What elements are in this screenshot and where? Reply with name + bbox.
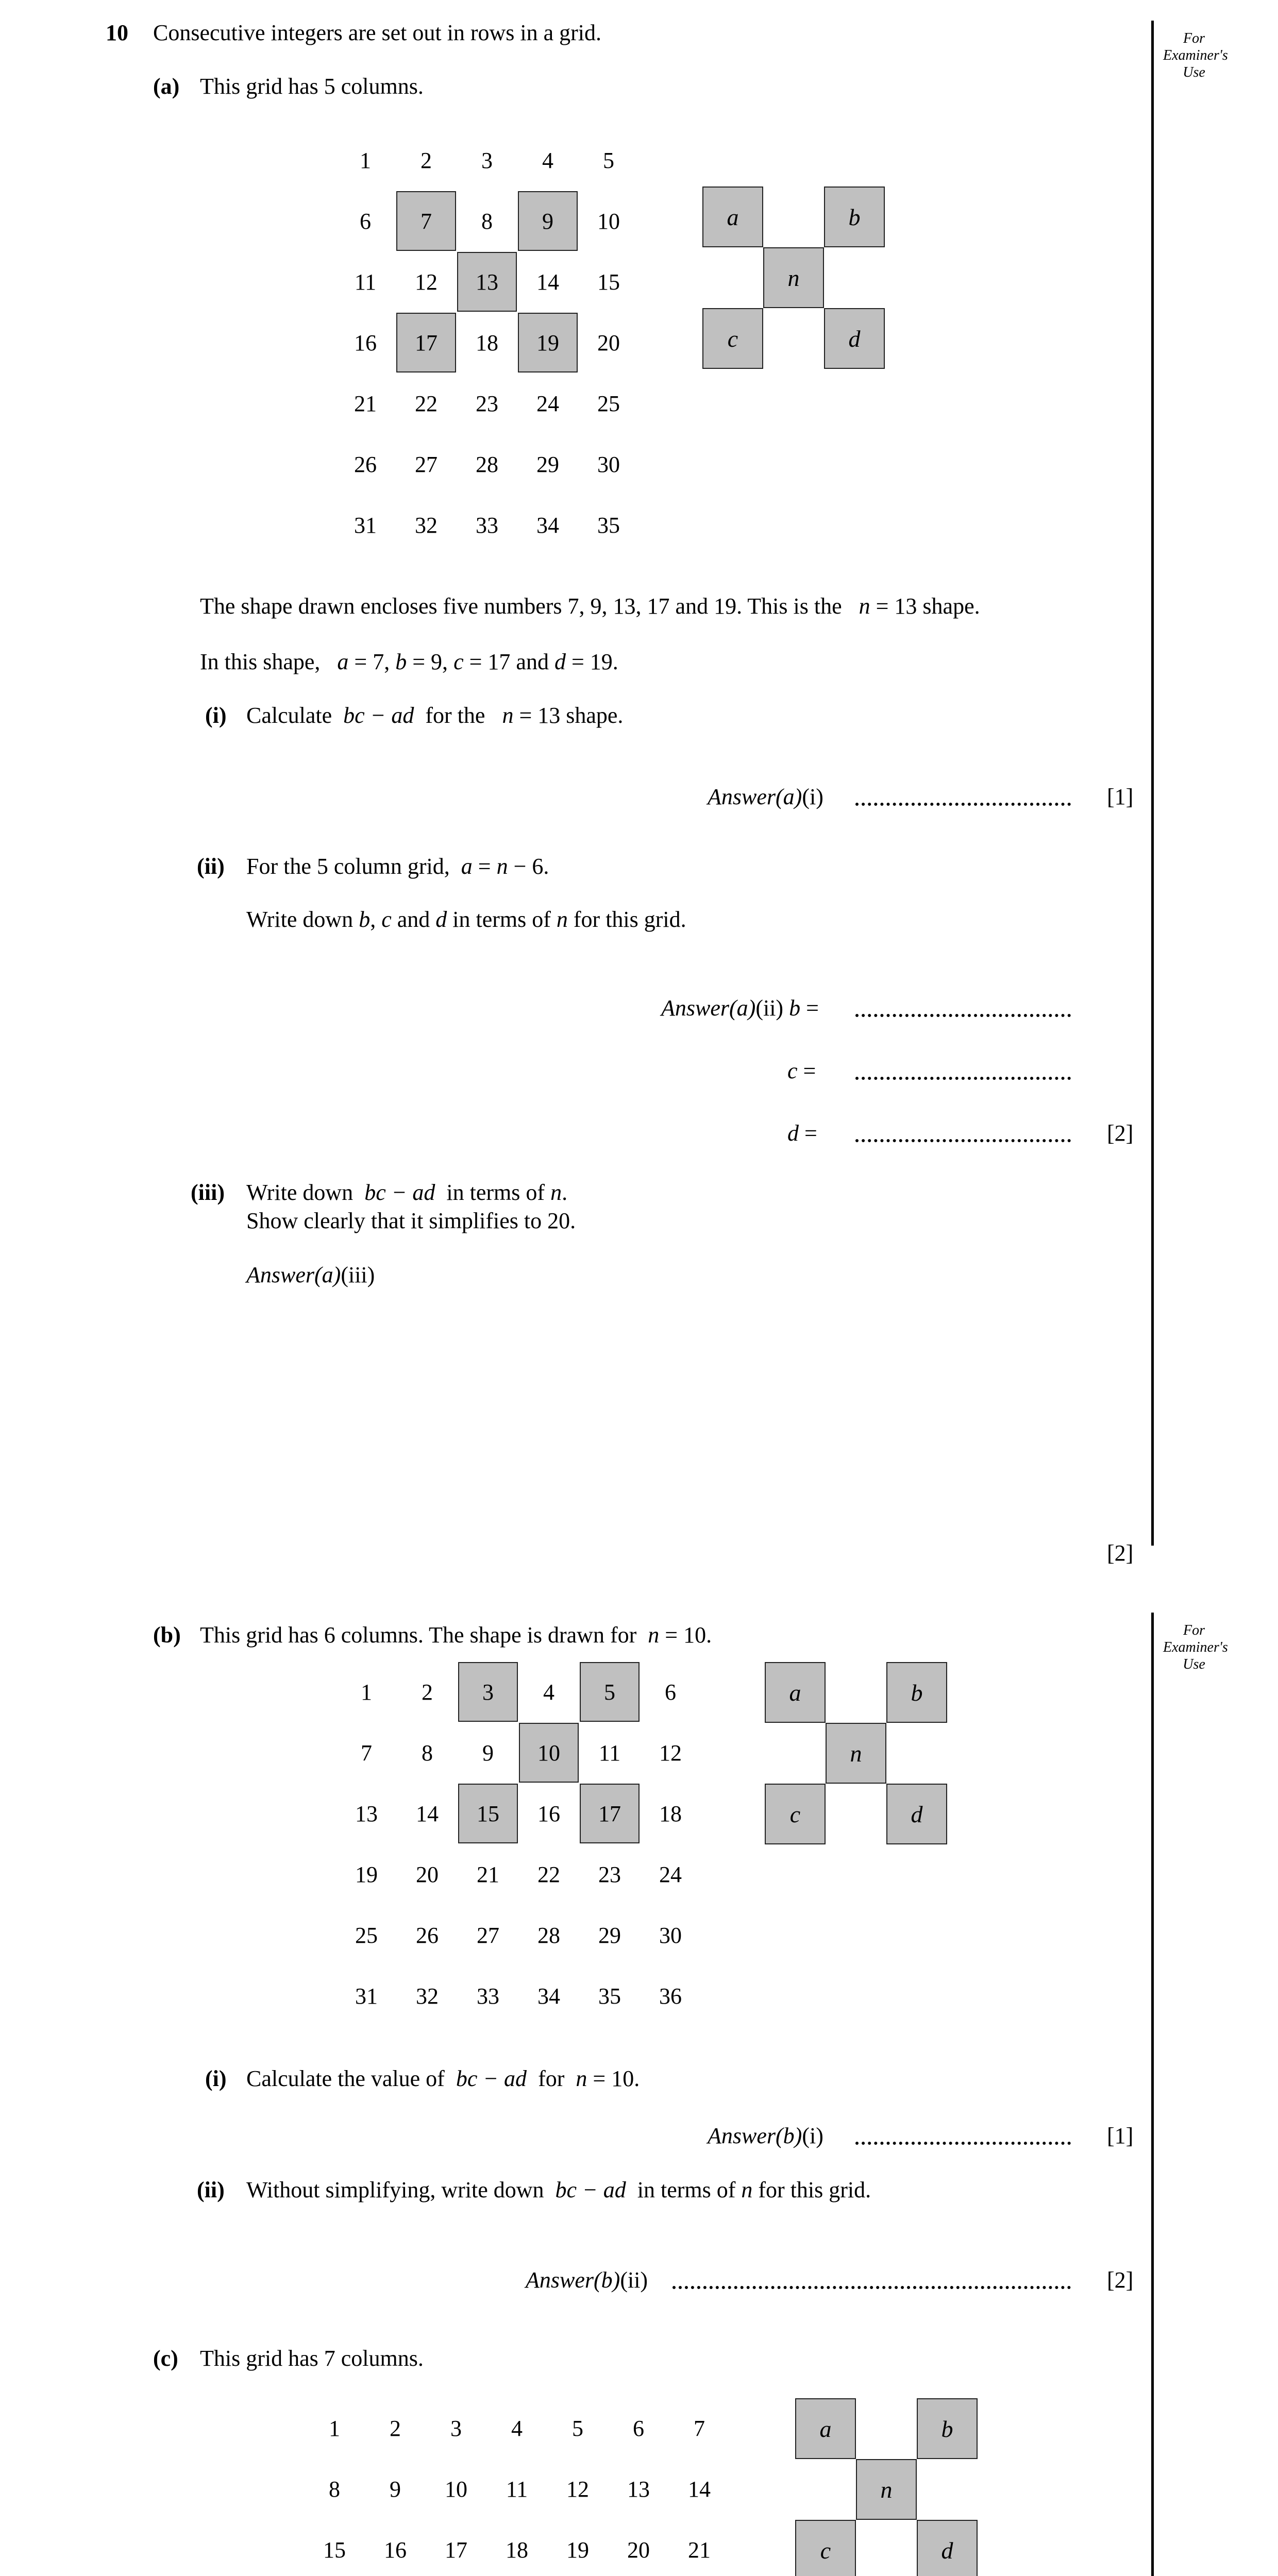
grid-cell-23: 23	[598, 1861, 621, 1887]
grid-cell-11: 11	[506, 2476, 528, 2502]
grid-cell-34: 34	[537, 1983, 560, 2009]
answer-a-ii-d-line[interactable]	[855, 1139, 1071, 1142]
shape-cell-b: b	[824, 187, 885, 247]
grid-cell-12: 12	[415, 269, 438, 295]
grid-cell-13: 13	[457, 252, 517, 312]
grid-cell-30: 30	[659, 1922, 682, 1948]
grid-cell-35: 35	[597, 512, 620, 538]
part-b-i-label: (i)	[205, 2066, 227, 2091]
shape-cell-d: d	[824, 308, 885, 369]
part-a-ii-text: For the 5 column grid, a = n − 6.	[246, 854, 549, 879]
grid-cell-14: 14	[688, 2476, 711, 2502]
grid-cell-20: 20	[416, 1861, 439, 1887]
shape-cell-c: c	[765, 1784, 826, 1844]
grid-cell-11: 11	[598, 1740, 621, 1766]
answer-a-ii-b-line[interactable]	[855, 1014, 1071, 1017]
grid-cell-9: 9	[390, 2476, 401, 2502]
grid-cell-15: 15	[458, 1784, 518, 1843]
part-a-ii-text-2: Write down b, c and d in terms of n for this grid.	[246, 907, 686, 932]
grid-cell-15: 15	[323, 2537, 346, 2563]
grid-cell-7: 7	[694, 2415, 705, 2441]
answer-a-iii-label: Answer(a)(iii)	[246, 1262, 375, 1287]
shape-cell-a: a	[702, 187, 763, 247]
grid-cell-8: 8	[422, 1740, 433, 1766]
grid-cell-4: 4	[511, 2415, 523, 2441]
grid-cell-17: 17	[580, 1784, 640, 1843]
answer-b-i-line[interactable]	[855, 2142, 1071, 2145]
grid-cell-10: 10	[445, 2476, 467, 2502]
grid-cell-6: 6	[665, 1679, 676, 1705]
shape-cell-b: b	[917, 2398, 978, 2459]
grid-cell-29: 29	[536, 451, 559, 477]
part-a-i-label: (i)	[205, 703, 227, 728]
marks-a-ii: [2]	[1107, 1121, 1134, 1146]
answer-a-ii-c-label: c =	[787, 1058, 816, 1083]
grid-cell-14: 14	[536, 269, 559, 295]
grid-cell-5: 5	[580, 1662, 640, 1722]
grid-cell-3: 3	[450, 2415, 462, 2441]
grid-cell-16: 16	[537, 1801, 560, 1826]
grid-cell-32: 32	[415, 512, 438, 538]
part-b-i-text: Calculate the value of bc − ad for n = 10.	[246, 2066, 640, 2091]
answer-a-ii-d-label: d =	[787, 1121, 817, 1146]
grid-cell-10: 10	[597, 208, 620, 234]
grid-cell-13: 13	[355, 1801, 378, 1826]
answer-b-ii-line[interactable]	[672, 2286, 1071, 2289]
grid-cell-2: 2	[390, 2415, 401, 2441]
grid-cell-6: 6	[633, 2415, 644, 2441]
grid-cell-1: 1	[329, 2415, 340, 2441]
grid-cell-15: 15	[597, 269, 620, 295]
shape-cell-n: n	[826, 1723, 886, 1784]
grid-cell-17: 17	[396, 313, 456, 372]
answer-b-i-label: Answer(b)(i)	[708, 2123, 823, 2148]
grid-cell-16: 16	[354, 330, 377, 355]
grid-cell-27: 27	[477, 1922, 499, 1948]
grid-cell-2: 2	[422, 1679, 433, 1705]
answer-a-ii-b-label: Answer(a)(ii) b =	[661, 995, 819, 1021]
grid-cell-8: 8	[329, 2476, 340, 2502]
shape-cell-c: c	[702, 308, 763, 369]
grid-cell-18: 18	[506, 2537, 528, 2563]
grid-cell-10: 10	[519, 1723, 579, 1783]
shape-cell-b: b	[886, 1662, 947, 1723]
grid-cell-35: 35	[598, 1983, 621, 2009]
grid-cell-9: 9	[518, 191, 578, 251]
grid-cell-31: 31	[354, 512, 377, 538]
part-a-iii-label: (iii)	[191, 1180, 225, 1205]
part-a-description-2: In this shape, a = 7, b = 9, c = 17 and d = 19.	[200, 649, 618, 674]
shape-cell-d: d	[917, 2520, 978, 2576]
examiner-use-box-2: For Examiner's Use	[1163, 1622, 1228, 1672]
part-b-ii-text: Without simplifying, write down bc − ad in terms of n for this grid.	[246, 2177, 871, 2202]
grid-cell-25: 25	[597, 391, 620, 416]
grid-cell-33: 33	[477, 1983, 499, 2009]
shape-cell-n: n	[763, 247, 824, 308]
grid-cell-11: 11	[354, 269, 377, 295]
grid-cell-24: 24	[536, 391, 559, 416]
grid-cell-7: 7	[361, 1740, 372, 1766]
grid-cell-4: 4	[542, 147, 553, 173]
grid-cell-30: 30	[597, 451, 620, 477]
grid-cell-14: 14	[416, 1801, 439, 1826]
part-a-description-1: The shape drawn encloses five numbers 7, 9, 13, 17 and 19. This is the n = 13 shape.	[200, 594, 980, 619]
grid-cell-19: 19	[518, 313, 578, 372]
shape-cell-n: n	[856, 2459, 917, 2520]
examiner-use-box-1: For Examiner's Use	[1163, 30, 1228, 80]
grid-cell-3: 3	[481, 147, 493, 173]
grid-cell-1: 1	[361, 1679, 372, 1705]
grid-cell-20: 20	[627, 2537, 650, 2563]
part-b-label: (b)	[153, 1622, 181, 1648]
grid-cell-3: 3	[458, 1662, 518, 1722]
grid-cell-33: 33	[476, 512, 498, 538]
part-a-iii-text: Write down bc − ad in terms of n.	[246, 1180, 568, 1205]
answer-a-i-line[interactable]	[855, 803, 1071, 806]
grid-cell-26: 26	[354, 451, 377, 477]
grid-cell-4: 4	[543, 1679, 554, 1705]
grid-cell-18: 18	[659, 1801, 682, 1826]
grid-cell-12: 12	[566, 2476, 589, 2502]
grid-cell-13: 13	[627, 2476, 650, 2502]
grid-cell-12: 12	[659, 1740, 682, 1766]
grid-cell-5: 5	[603, 147, 614, 173]
marks-b-ii: [2]	[1107, 2267, 1134, 2293]
part-c-text: This grid has 7 columns.	[200, 2346, 424, 2371]
grid-cell-28: 28	[537, 1922, 560, 1948]
grid-cell-31: 31	[355, 1983, 378, 2009]
grid-cell-23: 23	[476, 391, 498, 416]
shape-cell-c: c	[795, 2520, 856, 2576]
grid-cell-19: 19	[355, 1861, 378, 1887]
part-c-label: (c)	[153, 2346, 178, 2371]
part-b-ii-label: (ii)	[197, 2177, 225, 2202]
grid-cell-17: 17	[445, 2537, 467, 2563]
answer-b-ii-label: Answer(b)(ii)	[526, 2267, 648, 2293]
grid-cell-16: 16	[384, 2537, 407, 2563]
question-number: 10	[106, 20, 128, 45]
part-a-label: (a)	[153, 74, 180, 99]
grid-cell-2: 2	[421, 147, 432, 173]
shape-cell-a: a	[795, 2398, 856, 2459]
grid-cell-27: 27	[415, 451, 438, 477]
part-b-text: This grid has 6 columns. The shape is drawn for n = 10.	[200, 1622, 712, 1648]
grid-cell-1: 1	[360, 147, 371, 173]
grid-cell-21: 21	[477, 1861, 499, 1887]
part-a-ii-label: (ii)	[197, 854, 225, 879]
grid-cell-26: 26	[416, 1922, 439, 1948]
marks-b-i: [1]	[1107, 2123, 1134, 2148]
margin-line-2	[1151, 1613, 1154, 2576]
part-a-text: This grid has 5 columns.	[200, 74, 424, 99]
grid-cell-8: 8	[481, 208, 493, 234]
grid-cell-22: 22	[415, 391, 438, 416]
grid-cell-5: 5	[572, 2415, 583, 2441]
grid-cell-22: 22	[537, 1861, 560, 1887]
grid-cell-32: 32	[416, 1983, 439, 2009]
answer-a-i-label: Answer(a)(i)	[708, 784, 823, 809]
grid-cell-29: 29	[598, 1922, 621, 1948]
grid-cell-9: 9	[482, 1740, 494, 1766]
part-a-i-text: Calculate bc − ad for the n = 13 shape.	[246, 703, 624, 728]
grid-cell-7: 7	[396, 191, 456, 251]
grid-cell-18: 18	[476, 330, 498, 355]
grid-cell-24: 24	[659, 1861, 682, 1887]
answer-a-ii-c-line[interactable]	[855, 1077, 1071, 1080]
grid-cell-20: 20	[597, 330, 620, 355]
grid-cell-19: 19	[566, 2537, 589, 2563]
grid-cell-28: 28	[476, 451, 498, 477]
grid-cell-21: 21	[688, 2537, 711, 2563]
margin-line-1	[1151, 21, 1154, 1546]
marks-a-iii: [2]	[1107, 1540, 1134, 1566]
grid-cell-6: 6	[360, 208, 371, 234]
grid-cell-34: 34	[536, 512, 559, 538]
shape-cell-a: a	[765, 1662, 826, 1723]
grid-cell-21: 21	[354, 391, 377, 416]
shape-cell-d: d	[886, 1784, 947, 1844]
grid-cell-36: 36	[659, 1983, 682, 2009]
part-a-iii-text-2: Show clearly that it simplifies to 20.	[246, 1208, 576, 1233]
grid-cell-25: 25	[355, 1922, 378, 1948]
marks-a-i: [1]	[1107, 784, 1134, 809]
question-intro: Consecutive integers are set out in rows in a grid.	[153, 20, 602, 45]
